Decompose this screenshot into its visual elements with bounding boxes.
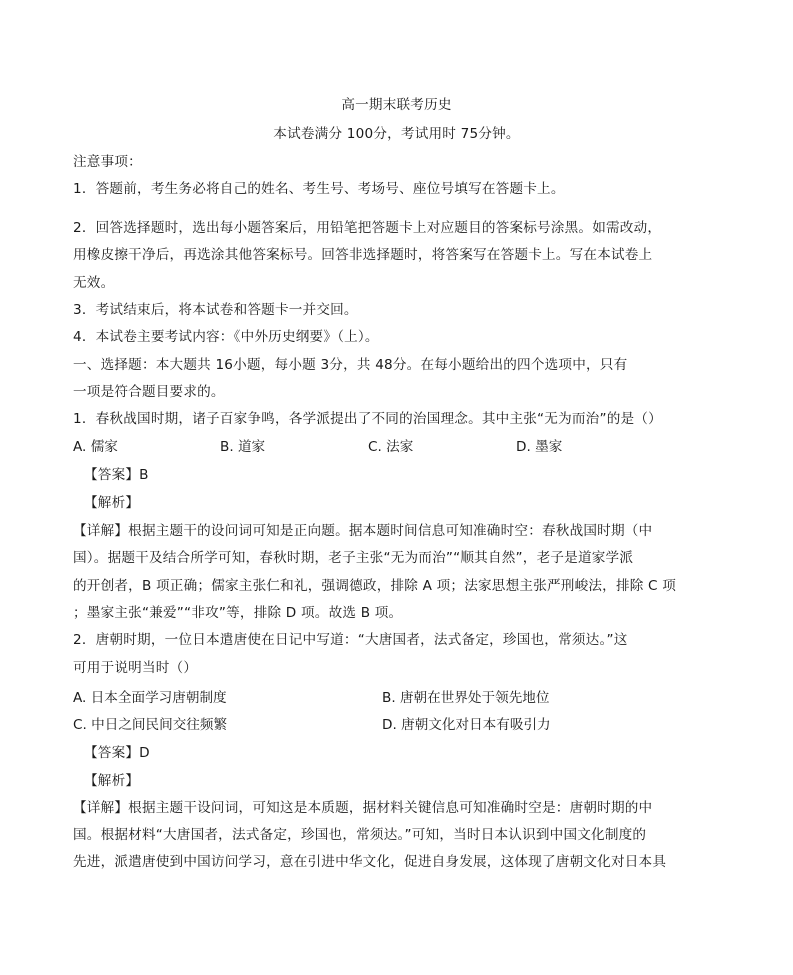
question-1-detail-line-3: 的开创者，B 项正确；儒家主张仁和礼，强调德政，排除 A 项；法家思想主张严刑峻法，排除 C 项	[73, 578, 677, 594]
page-subtitle: 本试卷满分 100分，考试用时 75分钟。	[273, 126, 520, 142]
page-title: 高一期末联考历史	[341, 97, 452, 113]
notice-item-4: 4．本试卷主要考试内容：《中外历史纲要》（上）。	[73, 329, 379, 345]
notice-heading: 注意事项：	[73, 154, 142, 170]
question-2-stem: 2．唐朝时期，一位日本遣唐使在日记中写道：“大唐国者，法式备定，珍国也，常须达。”这	[73, 632, 628, 648]
question-2-detail-line-3: 先进，派遣唐使到中国访问学习，意在引进中华文化，促进自身发展，这体现了唐朝文化对日本具	[73, 854, 667, 870]
section-heading-cont: 一项是符合题目要求的。	[73, 384, 225, 400]
notice-item-2-end: 无效。	[73, 275, 115, 291]
question-1-answer: 【答案】B	[84, 467, 149, 483]
question-1-detail-line-4: ；墨家主张“兼爱”“非攻”等，排除 D 项。故选 B 项。	[73, 605, 403, 621]
question-2-detail-line-2: 国。根据材料“大唐国者，法式备定，珍国也，常须达。”可知，当时日本认识到中国文化制度的	[73, 827, 647, 843]
question-1-option-c: C. 法家	[368, 439, 414, 455]
notice-item-2: 2．回答选择题时，选出每小题答案后，用铅笔把答题卡上对应题目的答案标号涂黑。如需改动，	[73, 220, 662, 236]
question-2-option-b: B. 唐朝在世界处于领先地位	[382, 690, 550, 706]
question-1-stem: 1．春秋战国时期，诸子百家争鸣，各学派提出了不同的治国理念。其中主张“无为而治”的是（）	[73, 411, 662, 427]
question-1-option-d: D. 墨家	[516, 439, 563, 455]
notice-item-3: 3．考试结束后，将本试卷和答题卡一并交回。	[73, 302, 358, 318]
section-heading: 一、选择题：本大题共 16小题，每小题 3分，共 48分。在每小题给出的四个选项中，只有	[73, 357, 628, 373]
question-2-answer: 【答案】D	[84, 745, 150, 761]
question-2-option-c: C. 中日之间民间交往频繁	[73, 717, 228, 733]
question-2-stem-cont: 可用于说明当时（）	[73, 660, 198, 676]
question-1-option-b: B. 道家	[220, 439, 266, 455]
question-2-option-a: A. 日本全面学习唐朝制度	[73, 690, 227, 706]
question-1-detail-line-2: 国）。据题干及结合所学可知，春秋时期，老子主张“无为而治”“顺其自然”，老子是道家学派	[73, 550, 634, 566]
question-2-option-d: D. 唐朝文化对日本有吸引力	[382, 717, 551, 733]
notice-item-2-cont: 用橡皮擦干净后，再选涂其他答案标号。回答非选择题时，将答案写在答题卡上。写在本试卷上	[73, 247, 653, 263]
question-1-detail-line-1: 【详解】根据主题干的设问词可知是正向题。据本题时间信息可知准确时空：春秋战国时期（中	[73, 523, 653, 539]
question-2-detail-line-1: 【详解】根据主题干设问词，可知这是本质题，据材料关键信息可知准确时空是：唐朝时期的中	[73, 800, 653, 816]
notice-item-1: 1．答题前，考生务必将自己的姓名、考生号、考场号、座位号填写在答题卡上。	[73, 181, 565, 197]
question-1-option-a: A. 儒家	[73, 439, 118, 455]
question-1-analysis-label: 【解析】	[84, 495, 140, 511]
question-2-analysis-label: 【解析】	[84, 773, 140, 789]
